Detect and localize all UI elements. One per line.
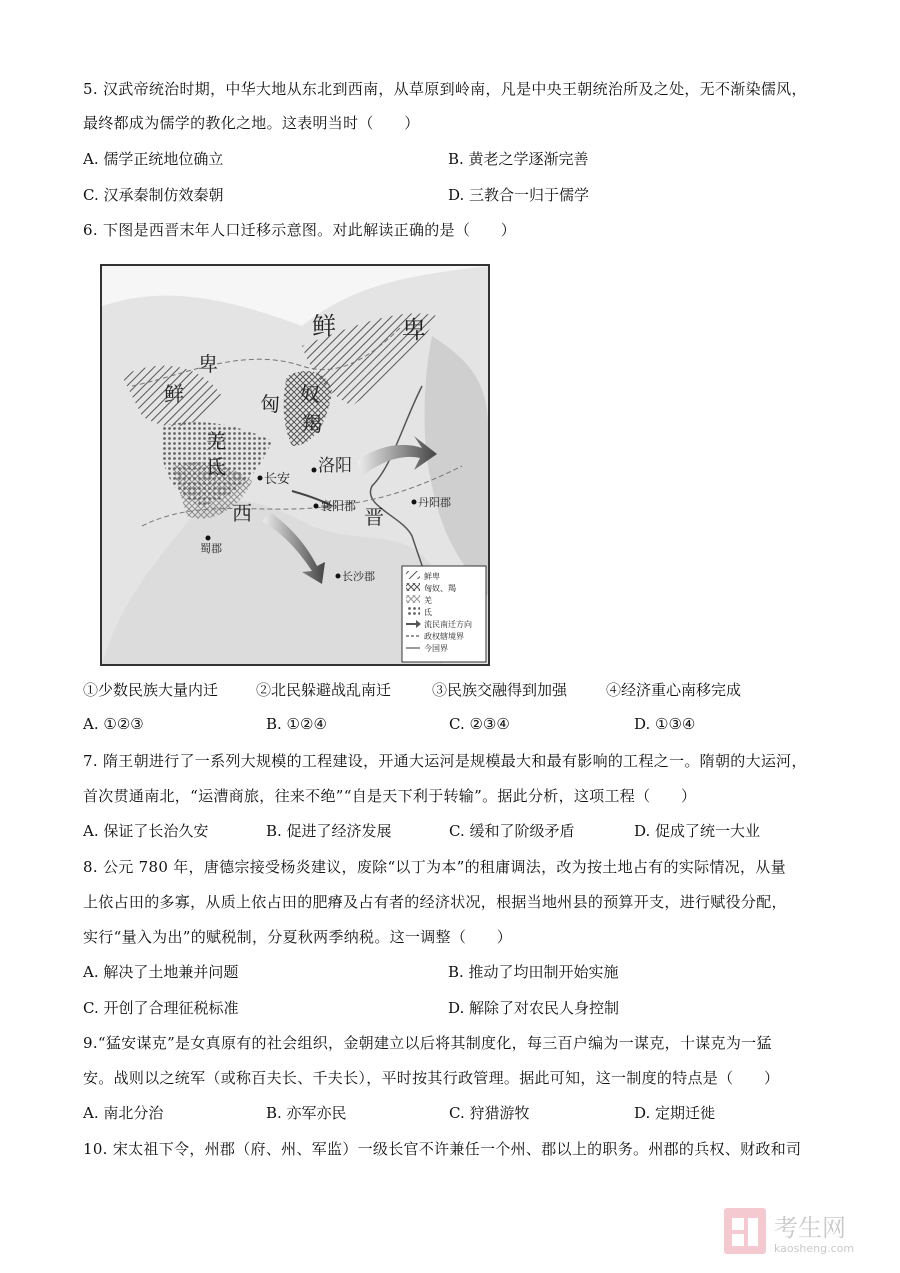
label-jin: 晋	[364, 505, 384, 529]
map-legend	[402, 566, 486, 662]
q8-stem-line2: 上依占田的多寡，从质上依占田的肥瘠及占有者的经济状况，根据当地州县的预算开支，进行赋役分配，	[83, 893, 787, 911]
q9-option-a: A. 南北分治	[83, 1104, 164, 1122]
q7-stem-line1: 7. 隋王朝进行了一系列大规模的工程建设，开通大运河是规模最大和最有影响的工程之一。隋朝的大运河，	[83, 752, 807, 770]
migration-map-svg	[102, 266, 488, 664]
label-xiong: 匈	[260, 392, 280, 416]
q6-option-d: D. ①③④	[634, 715, 696, 733]
q9-option-d: D. 定期迁徙	[634, 1104, 716, 1122]
city-changan: 长安	[264, 472, 291, 487]
q5-option-d: D. 三教合一归于儒学	[448, 186, 590, 204]
q8-option-b: B. 推动了均田制开始实施	[448, 963, 619, 981]
city-changsha: 长沙郡	[342, 570, 375, 583]
kaosheng-logo-icon	[724, 1208, 766, 1254]
legend-migration: 流民南迁方向	[424, 620, 472, 629]
q8-option-d: D. 解除了对农民人身控制	[448, 999, 620, 1017]
q6-option-a: A. ①②③	[83, 715, 144, 733]
q5-stem-line2: 最终都成为儒学的教化之地。这表明当时（ ）	[83, 114, 420, 132]
migration-map	[100, 264, 490, 666]
legend-xiongnu-jie: 匈奴、羯	[424, 584, 456, 593]
city-luoyang: 洛阳	[318, 456, 352, 476]
q6-statement-1: ①少数民族大量内迁	[83, 681, 219, 699]
q6-statement-3: ③民族交融得到加强	[432, 681, 568, 699]
label-xian-2: 鲜	[164, 382, 184, 406]
q7-option-b: B. 促进了经济发展	[266, 822, 392, 840]
q5-option-a: A. 儒学正统地位确立	[83, 150, 224, 168]
label-jie: 羯	[302, 412, 322, 436]
legend-di: 氐	[424, 608, 432, 617]
label-qiang: 羌	[206, 429, 226, 453]
label-bei-2: 卑	[198, 352, 218, 376]
legend-regime-border: 政权辖境界	[424, 632, 464, 641]
watermark-url: kaosheng.com	[774, 1242, 855, 1255]
q9-stem-line1: 9.“猛安谋克”是女真原有的社会组织，金朝建立以后将其制度化，每三百户编为一谋克，十谋克为一猛	[83, 1034, 772, 1052]
q6-stem-line1: 6. 下图是西晋末年人口迁移示意图。对此解读正确的是（ ）	[83, 221, 517, 239]
q6-option-c: C. ②③④	[449, 715, 510, 733]
q7-option-a: A. 保证了长治久安	[83, 822, 209, 840]
q9-stem-line2: 安。战则以之统军（或称百夫长、千夫长），平时按其行政管理。据此可知，这一制度的特点是（ ）	[83, 1069, 780, 1087]
q8-option-c: C. 开创了合理征税标准	[83, 999, 239, 1017]
q8-option-a: A. 解决了土地兼并问题	[83, 963, 239, 981]
city-shu: 蜀郡	[200, 542, 222, 555]
legend-xianbei: 鲜卑	[424, 572, 440, 581]
q7-option-c: C. 缓和了阶级矛盾	[449, 822, 575, 840]
q8-stem-line1: 8. 公元 780 年，唐德宗接受杨炎建议，废除“以丁为本”的租庸调法，改为按土地占有的实际情况，从量	[83, 858, 786, 876]
city-xiangyang: 襄阳郡	[320, 499, 357, 513]
label-xian-1: 鲜	[312, 312, 336, 340]
legend-qiang: 羌	[424, 596, 432, 605]
label-nu: 奴	[300, 382, 320, 406]
legend-modern-border: 今国界	[424, 644, 448, 653]
kaosheng-watermark	[722, 1206, 882, 1258]
q5-stem-line1: 5. 汉武帝统治时期，中华大地从东北到西南，从草原到岭南，凡是中央王朝统治所及之处，无不渐染儒风，	[83, 80, 807, 98]
label-xi: 西	[232, 501, 252, 525]
q7-option-d: D. 促成了统一大业	[634, 822, 761, 840]
q6-option-b: B. ①②④	[266, 715, 327, 733]
q9-option-c: C. 狩猎游牧	[449, 1104, 530, 1122]
label-bei-1: 卑	[402, 316, 426, 344]
q9-option-b: B. 亦军亦民	[266, 1104, 347, 1122]
q6-statement-4: ④经济重心南移完成	[606, 681, 742, 699]
city-danyang: 丹阳郡	[418, 496, 451, 509]
q5-option-c: C. 汉承秦制仿效秦朝	[83, 186, 224, 204]
label-di: 氐	[206, 455, 226, 479]
q7-stem-line2: 首次贯通南北，“运漕商旅，往来不绝”“自是天下利于转输”。据此分析，这项工程（ ）	[83, 787, 697, 805]
q10-stem-line1: 10. 宋太祖下令，州郡（府、州、军监）一级长官不许兼任一个州、郡以上的职务。州郡的兵权、财政和司	[83, 1140, 802, 1158]
q6-statement-2: ②北民躲避战乱南迁	[256, 681, 392, 699]
q8-stem-line3: 实行“量入为出”的赋税制，分夏秋两季纳税。这一调整（ ）	[83, 928, 513, 946]
q5-option-b: B. 黄老之学逐渐完善	[448, 150, 589, 168]
watermark-text: 考生网	[774, 1214, 846, 1242]
